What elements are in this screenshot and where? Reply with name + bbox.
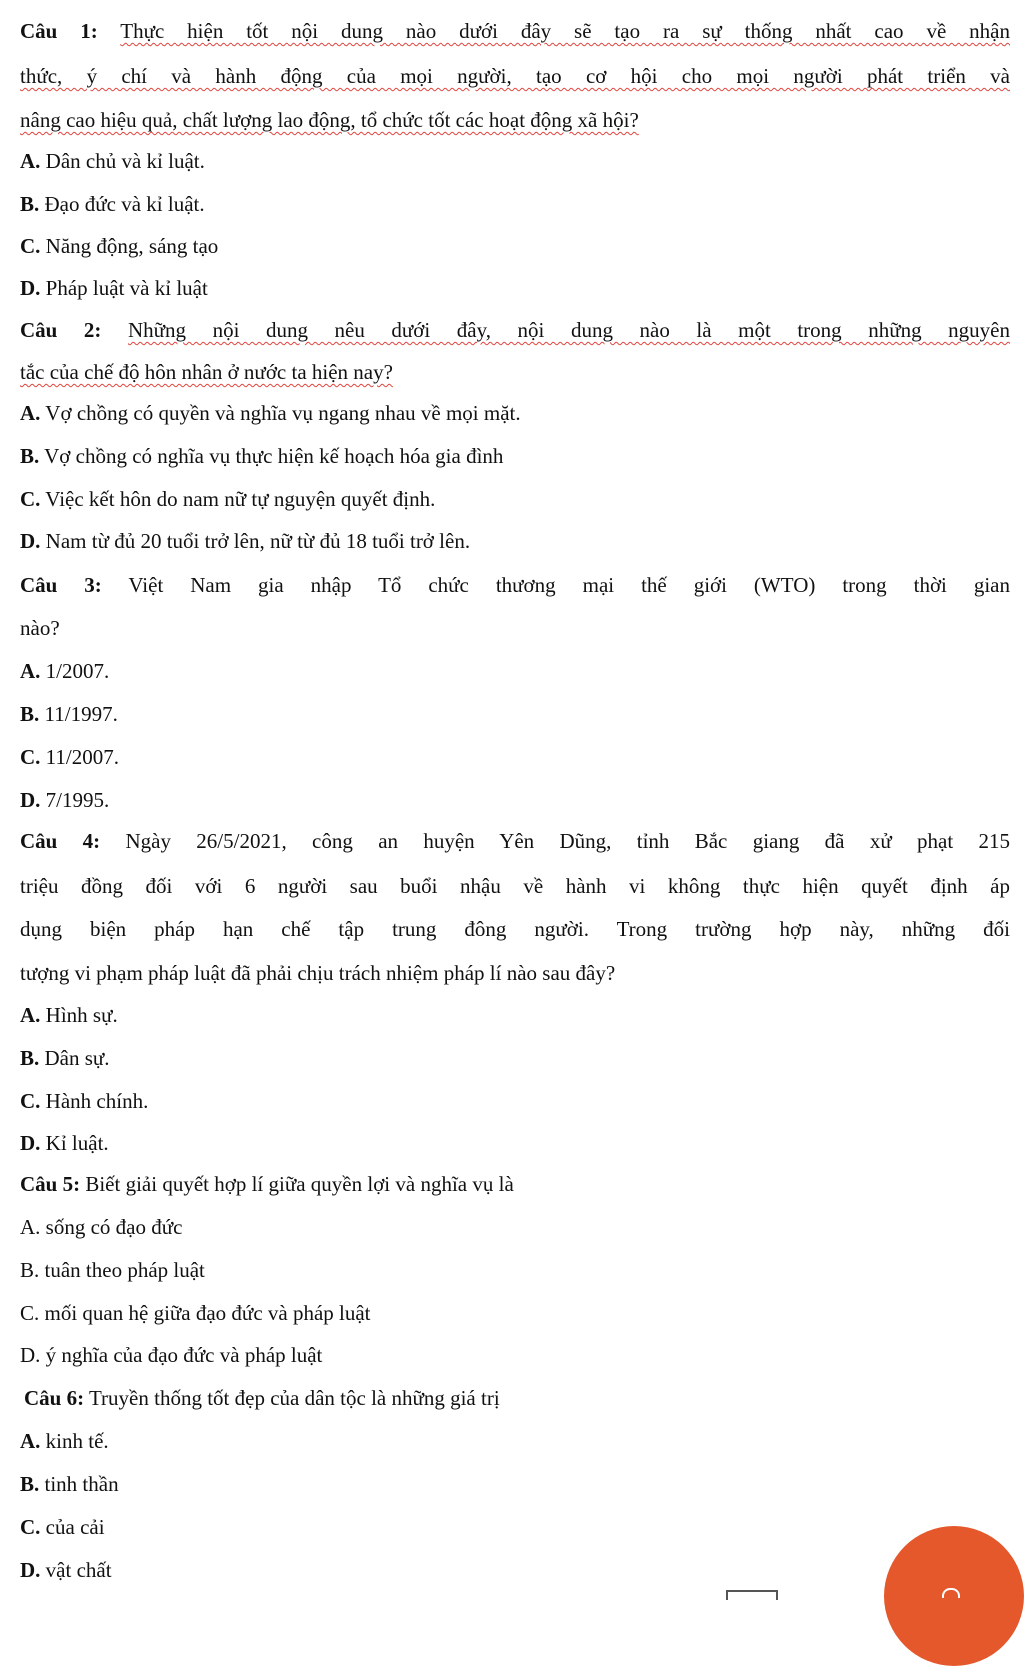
question-3-option-d: D. 7/1995. xyxy=(20,788,110,812)
question-1-option-d: D. Pháp luật và kỉ luật xyxy=(20,276,208,300)
question-5-option-c: C. mối quan hệ giữa đạo đức và pháp luật xyxy=(20,1301,371,1325)
question-5-line-1: Câu 5: Biết giải quyết hợp lí giữa quyền lợi và nghĩa vụ là xyxy=(20,1172,514,1196)
question-4-line-4: tượng vi phạm pháp luật đã phải chịu trách nhiệm pháp lí nào sau đây? xyxy=(20,961,616,985)
question-1-option-b: B. Đạo đức và kỉ luật. xyxy=(20,192,205,216)
question-5-option-b: B. tuân theo pháp luật xyxy=(20,1258,205,1282)
question-4-line-1: Câu 4: Ngày 26/5/2021, công an huyện Yên Dũng, tỉnh Bắc giang đã xử phạt 215 xyxy=(20,829,1011,853)
question-3-label: Câu 3: xyxy=(20,573,102,597)
question-4-option-b: B. Dân sự. xyxy=(20,1046,110,1070)
question-2-option-a: A. Vợ chồng có quyền và nghĩa vụ ngang nhau về mọi mặt. xyxy=(20,401,521,425)
question-6-option-c: C. của cải xyxy=(20,1515,105,1539)
question-6-option-d: D. vật chất xyxy=(20,1558,112,1582)
question-3-option-c: C. 11/2007. xyxy=(20,745,119,769)
question-4-option-a: A. Hình sự. xyxy=(20,1003,118,1027)
question-1-option-a: A. Dân chủ và kỉ luật. xyxy=(20,149,205,173)
question-6-label: Câu 6: xyxy=(24,1386,85,1410)
question-1-label: Câu 1: xyxy=(20,19,98,43)
question-3-line-2: nào? xyxy=(20,616,60,640)
question-6-option-a: A. kinh tế. xyxy=(20,1429,109,1453)
question-1-line-3: nâng cao hiệu quả, chất lượng lao động, tổ chức tốt các hoạt động xã hội? xyxy=(20,108,639,132)
question-6-line-1: Câu 6: Truyền thống tốt đẹp của dân tộc là những giá trị xyxy=(24,1386,500,1410)
question-4-option-c: C. Hành chính. xyxy=(20,1089,149,1113)
question-5-option-d: D. ý nghĩa của đạo đức và pháp luật xyxy=(20,1343,323,1367)
crop-handle[interactable] xyxy=(726,1590,778,1600)
question-2-line-1: Câu 2: Những nội dung nêu dưới đây, nội dung nào là một trong những nguyên xyxy=(20,318,1010,342)
question-2-label: Câu 2: xyxy=(20,318,102,342)
question-2-option-d: D. Nam từ đủ 20 tuổi trở lên, nữ từ đủ 18 tuổi trở lên. xyxy=(20,529,471,553)
question-4-label: Câu 4: xyxy=(20,829,101,853)
question-4-option-d: D. Kỉ luật. xyxy=(20,1131,109,1155)
question-1-line-1: Câu 1: Thực hiện tốt nội dung nào dưới đây sẽ tạo ra sự thống nhất cao về nhận xyxy=(20,19,1010,43)
question-2-line-2: tắc của chế độ hôn nhân ở nước ta hiện nay? xyxy=(20,360,393,384)
question-1-line-2: thức, ý chí và hành động của mọi người, tạo cơ hội cho mọi người phát triển và xyxy=(20,64,1010,88)
question-2-option-c: C. Việc kết hôn do nam nữ tự nguyện quyết định. xyxy=(20,487,436,511)
question-3-line-1: Câu 3: Việt Nam gia nhập Tổ chức thương mại thế giới (WTO) trong thời gian xyxy=(20,573,1010,597)
question-1-option-c: C. Năng động, sáng tạo xyxy=(20,234,219,258)
question-5-label: Câu 5: xyxy=(20,1172,81,1196)
question-3-option-a: A. 1/2007. xyxy=(20,659,110,683)
question-5-option-a: A. sống có đạo đức xyxy=(20,1215,183,1239)
question-2-option-b: B. Vợ chồng có nghĩa vụ thực hiện kế hoạch hóa gia đình xyxy=(20,444,504,468)
fab-icon xyxy=(942,1588,960,1598)
question-4-line-2: triệu đồng đối với 6 người sau buổi nhậu về hành vi không thực hiện quyết định áp xyxy=(20,874,1010,898)
question-3-option-b: B. 11/1997. xyxy=(20,702,118,726)
question-4-line-3: dụng biện pháp hạn chế tập trung đông người. Trong trường hợp này, những đối xyxy=(20,917,1010,941)
question-6-option-b: B. tinh thần xyxy=(20,1472,119,1496)
